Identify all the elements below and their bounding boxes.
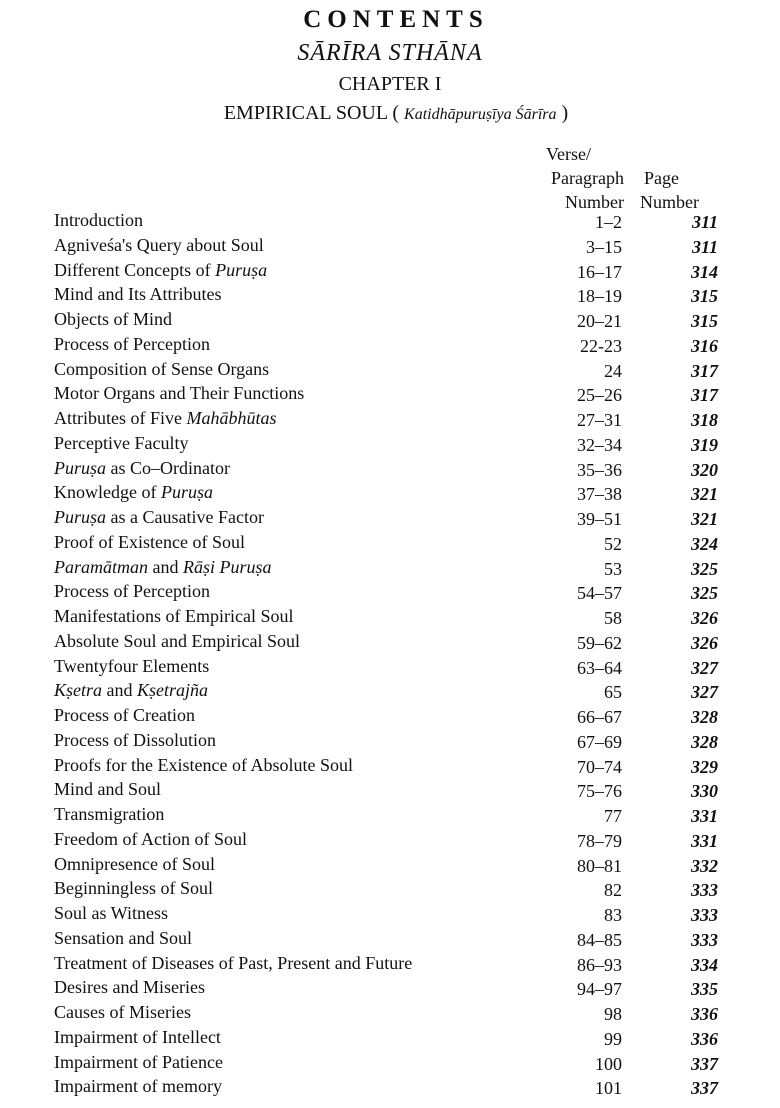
entry-verse-number: 75–76 [577,781,622,802]
entry-page-number: 327 [691,682,718,703]
page-header-line2: Number [640,192,699,212]
entry-verse-number: 54–57 [577,583,622,604]
entry-topic-part: as Co–Ordinator [106,457,230,478]
entry-topic [54,334,210,355]
entry-page-number: 321 [691,509,718,529]
entry-page-number: 329 [691,756,718,777]
entry-verse-number: 1–2 [595,212,622,232]
contents-entry [0,755,780,780]
entry-topic [54,309,172,330]
entry-topic [54,804,164,825]
entry-topic-part: Treatment of Diseases of Past, Present and Future [54,952,413,973]
entry-topic-part: and [102,680,138,701]
contents-entry [0,408,780,433]
contents-entry [0,680,780,705]
entry-page-number: 331 [691,806,718,826]
entry-verse-number: 20–21 [577,311,622,331]
contents-entry [0,482,780,507]
entry-topic-part: Impairment of Intellect [54,1026,221,1047]
entry-topic-part: and [148,556,183,577]
entry-topic-part: as a Causative Factor [106,507,264,527]
entry-topic [54,928,192,949]
entry-topic [54,260,267,281]
entry-page-number: 319 [691,434,718,455]
entry-topic-part: Beginningless of Soul [54,878,214,899]
entry-page-number: 336 [691,1028,718,1049]
entry-page-number: 325 [691,583,718,604]
verse-column-header [528,142,624,214]
entry-verse-number: 83 [604,905,622,925]
entry-page-number: 328 [691,731,718,752]
entry-topic [54,1076,222,1097]
entry-page-number: 337 [691,1053,718,1074]
entry-topic [54,829,247,850]
entry-topic [54,532,245,553]
entry-topic [54,359,269,380]
entry-verse-number: 82 [604,880,622,901]
entry-page-number: 330 [691,781,718,802]
entry-topic-part: Process of Creation [54,705,195,725]
entry-topic [54,779,161,800]
contents-entry [0,656,780,681]
entry-verse-number: 27–31 [577,410,622,430]
entry-topic-part: Absolute Soul and Empirical Soul [54,630,300,651]
contents-entry [0,309,780,334]
entry-page-number: 333 [691,905,718,925]
entry-topic [54,903,168,924]
verse-header-line3: Number [565,192,624,212]
entry-verse-number: 77 [604,806,622,826]
entry-topic-part: Introduction [54,210,143,230]
entry-topic-italic-part: Kṣetrajña [137,680,209,701]
entry-page-number: 327 [691,657,718,678]
contents-entry [0,631,780,656]
contents-entry [0,1076,780,1101]
entry-verse-number: 22-23 [580,335,622,356]
entry-topic [54,210,143,231]
entry-page-number: 324 [691,533,718,554]
entry-topic-italic-part: Rāṣi Puruṣa [183,556,272,577]
entry-topic [54,383,304,404]
entry-page-number: 315 [691,286,718,307]
contents-entry [0,953,780,978]
sthana-heading: SĀRĪRA STHĀNA [297,40,483,66]
entry-page-number: 328 [691,707,718,727]
entry-topic-part: Process of Perception [54,333,210,354]
page-header-line1: Page [644,168,679,188]
entry-page-number: 321 [691,484,718,505]
verse-header-line1: Verse/ [546,144,591,164]
entry-verse-number: 70–74 [577,756,622,777]
entry-topic-part: Impairment of Patience [54,1051,223,1072]
contents-entry [0,532,780,557]
entry-topic-part: Causes of Miseries [54,1002,191,1022]
entry-topic-part: Different Concepts of [54,259,216,280]
entry-topic-part: Transmigration [54,804,165,824]
entry-topic [54,755,353,776]
entry-page-number: 334 [691,954,718,975]
entry-page-number: 333 [691,880,718,901]
entry-topic-part: Sensation and Soul [54,927,192,948]
entry-page-number: 337 [691,1078,718,1099]
entry-topic-part: Freedom of Action of Soul [54,828,247,849]
section-subtitle: Katidhāpuruṣīya Śārīra [404,106,557,123]
contents-entry [0,878,780,903]
entry-verse-number: 25–26 [577,385,622,406]
entry-topic-part: Desires and Miseries [54,977,205,998]
entry-topic [54,235,264,256]
entry-topic-part: Process of Perception [54,581,210,602]
entry-topic-italic-part: Puruṣa [54,507,107,527]
entry-verse-number: 59–62 [577,632,622,653]
section-close-paren: ) [556,102,569,124]
verse-header-line2: Paragraph [551,168,624,188]
entry-page-number: 311 [691,212,718,232]
entry-page-number: 335 [691,979,718,1000]
entry-verse-number: 99 [604,1028,622,1049]
entry-topic [54,680,208,701]
entry-topic [54,507,264,528]
contents-entry [0,829,780,854]
section-heading [0,102,780,125]
entry-topic-italic-part: Mahābhūtas [186,408,277,428]
entry-topic-part: Twentyfour Elements [54,655,210,676]
contents-heading: CONTENTS [303,6,489,33]
entry-topic-italic-part: Paramātman [54,556,148,577]
entry-page-number: 317 [691,360,718,381]
entry-page-number: 315 [691,311,718,331]
section-open-paren: ( [392,102,405,124]
entry-topic [54,656,209,677]
entry-verse-number: 39–51 [577,509,622,529]
contents-entry [0,1052,780,1077]
entry-page-number: 311 [691,236,718,257]
entry-page-number: 331 [691,830,718,851]
entry-verse-number: 32–34 [577,434,622,455]
entry-topic-part: Attributes of Five [54,408,187,428]
contents-entry [0,210,780,235]
entry-topic-part: Mind and Its Attributes [54,284,222,305]
contents-entry [0,433,780,458]
entry-topic [54,854,215,875]
entry-topic-italic-part: Puruṣa [54,457,107,478]
section-title: EMPIRICAL SOUL [223,102,388,124]
contents-entry [0,977,780,1002]
entry-topic-part: Agniveśa's Query about Soul [54,234,264,255]
entry-page-number: 332 [691,855,718,876]
entry-topic [54,482,213,503]
entry-topic [54,433,188,454]
contents-entry [0,606,780,631]
contents-entry [0,260,780,285]
entry-page-number: 326 [691,608,718,628]
entry-page-number: 320 [691,459,718,480]
contents-entry [0,334,780,359]
entry-topic [54,606,293,627]
entry-verse-number: 84–85 [577,929,622,950]
entry-topic [54,631,300,652]
entry-topic [54,581,210,602]
contents-entry [0,903,780,928]
contents-entry [0,730,780,755]
entry-verse-number: 66–67 [577,707,622,727]
contents-entry [0,458,780,483]
entry-verse-number: 78–79 [577,830,622,851]
contents-list [0,210,780,1101]
entry-verse-number: 94–97 [577,979,622,1000]
contents-entry [0,854,780,879]
entry-verse-number: 52 [604,533,622,554]
entry-verse-number: 100 [595,1053,622,1074]
entry-topic-part: Process of Dissolution [54,729,216,750]
entry-page-number: 317 [691,385,718,406]
entry-topic-part: Perceptive Faculty [54,432,189,453]
entry-page-number: 316 [691,335,718,356]
entry-topic-part: Manifestations of Empirical Soul [54,606,294,626]
entry-verse-number: 98 [604,1004,622,1024]
entry-verse-number: 86–93 [577,954,622,975]
entry-verse-number: 58 [604,608,622,628]
entry-topic-part: Motor Organs and Their Functions [54,383,305,404]
entry-topic-italic-part: Puruṣa [160,482,213,503]
entry-topic-part: Composition of Sense Organs [54,358,270,379]
entry-topic [54,557,272,578]
entry-topic-part: Objects of Mind [54,309,172,329]
entry-topic [54,1027,221,1048]
contents-entry [0,359,780,384]
contents-entry [0,705,780,730]
entry-verse-number: 63–64 [577,657,622,678]
contents-entry [0,507,780,532]
entry-topic-part: Knowledge of [54,482,161,503]
entry-verse-number: 3–15 [586,236,622,257]
contents-entry [0,383,780,408]
entry-topic [54,705,195,726]
entry-verse-number: 65 [604,682,622,703]
entry-page-number: 318 [691,410,718,430]
entry-verse-number: 67–69 [577,731,622,752]
entry-page-number: 325 [691,558,718,579]
entry-page-number: 333 [691,929,718,950]
entry-topic [54,284,222,305]
entry-topic [54,730,216,751]
entry-topic [54,408,277,429]
contents-entry [0,557,780,582]
contents-entry [0,581,780,606]
entry-topic-part: Mind and Soul [54,779,162,800]
chapter-heading: CHAPTER I [338,73,442,95]
entry-topic [54,1002,191,1023]
entry-verse-number: 16–17 [577,261,622,282]
page-column-header [640,166,722,214]
entry-page-number: 326 [691,632,718,653]
entry-verse-number: 18–19 [577,286,622,307]
entry-page-number: 336 [691,1004,718,1024]
entry-page-number: 314 [691,261,718,282]
entry-topic-part: Impairment of memory [54,1076,222,1097]
entry-topic [54,878,213,899]
contents-entry [0,804,780,829]
entry-verse-number: 80–81 [577,855,622,876]
contents-entry [0,1002,780,1027]
contents-entry [0,779,780,804]
entry-verse-number: 101 [595,1078,622,1099]
entry-verse-number: 37–38 [577,484,622,505]
entry-topic [54,1052,223,1073]
entry-verse-number: 35–36 [577,459,622,480]
contents-entry [0,1027,780,1052]
entry-topic-italic-part: Kṣetra [54,680,103,701]
entry-verse-number: 53 [604,558,622,579]
contents-entry [0,235,780,260]
entry-topic [54,977,205,998]
entry-topic-part: Proofs for the Existence of Absolute Soul [54,754,353,775]
entry-topic [54,458,230,479]
entry-topic-part: Soul as Witness [54,903,168,923]
entry-topic-part: Proof of Existence of Soul [54,531,245,552]
entry-topic [54,953,412,974]
contents-entry [0,284,780,309]
entry-topic-italic-part: Puruṣa [215,259,268,280]
entry-verse-number: 24 [604,360,622,381]
entry-topic-part: Omnipresence of Soul [54,853,215,874]
contents-entry [0,928,780,953]
